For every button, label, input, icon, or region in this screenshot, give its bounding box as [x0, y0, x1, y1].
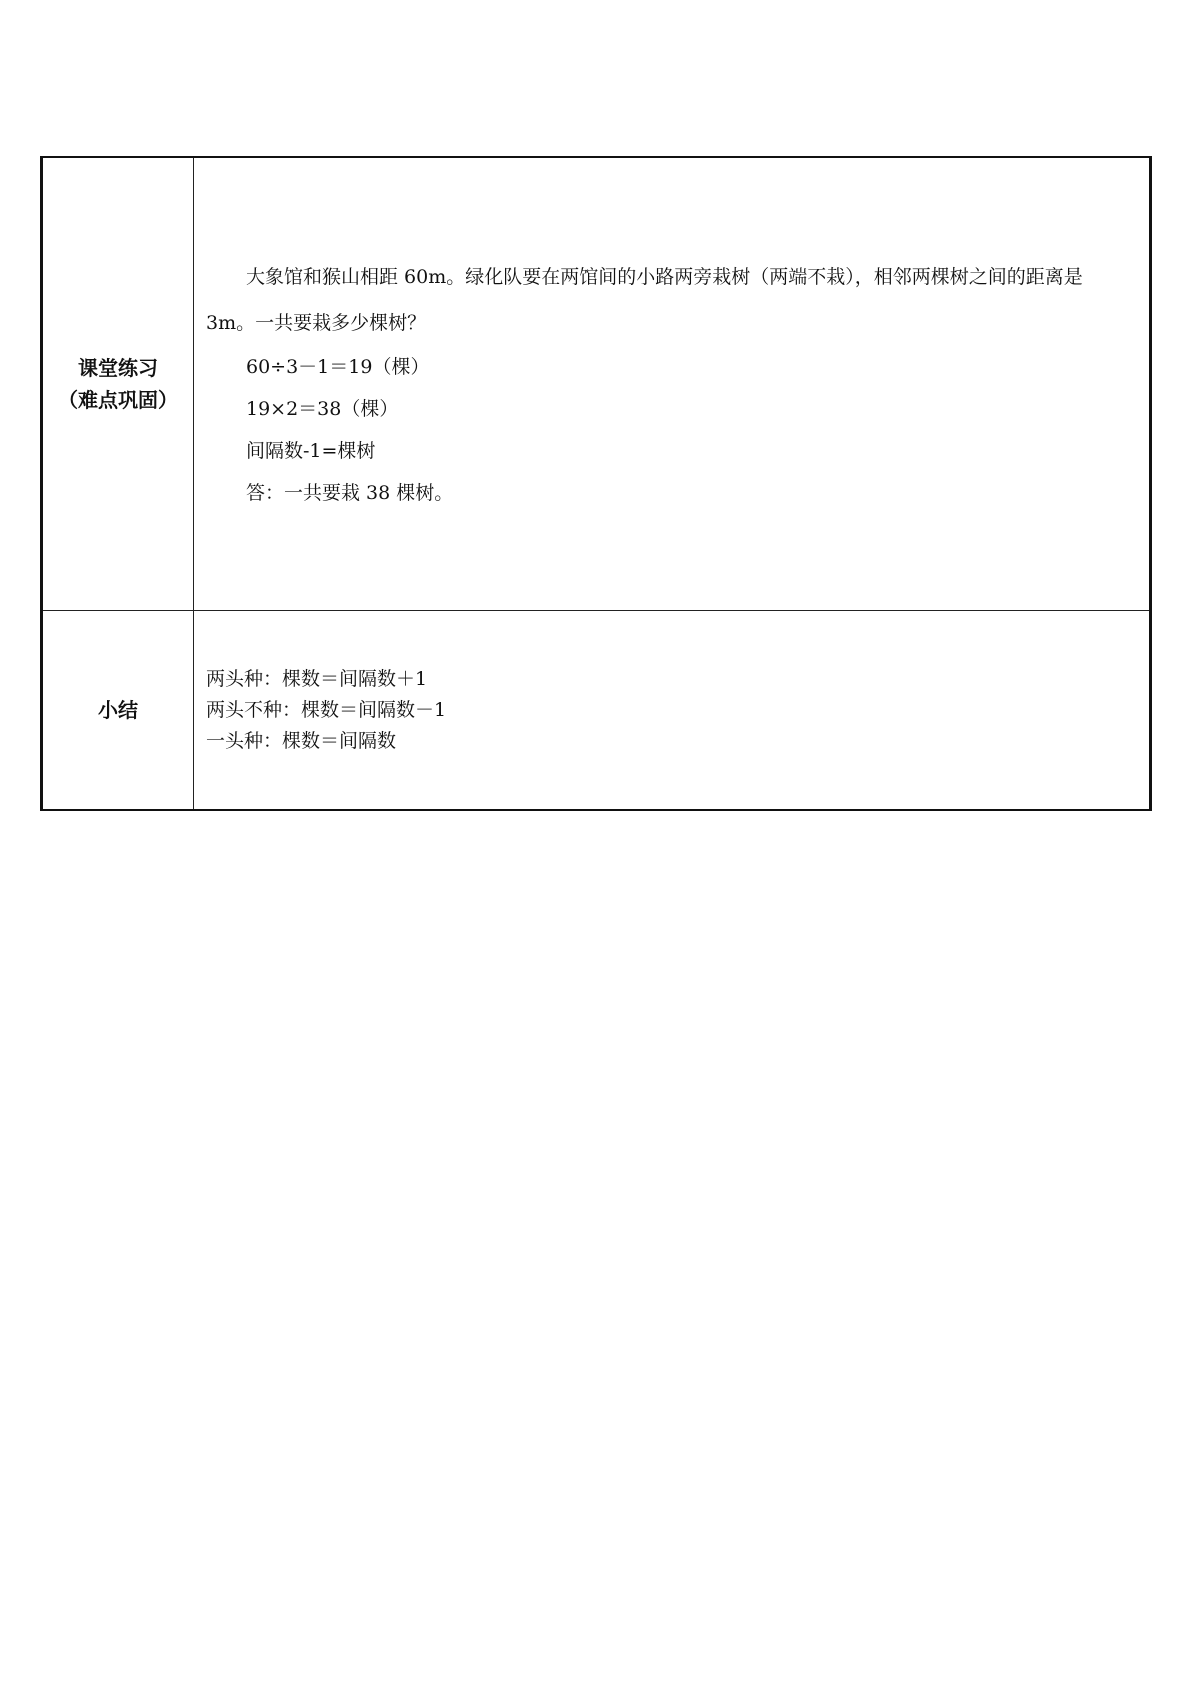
- solution-step-1: 60÷3－1＝19（棵）: [246, 356, 430, 378]
- summary-content: [194, 664, 1149, 757]
- summary-label: 小结: [98, 698, 138, 722]
- practice-content-cell: [194, 157, 1151, 611]
- practice-label-cell: [42, 157, 194, 611]
- solution-step-2: 19×2＝38（棵）: [246, 398, 399, 420]
- summary-rule-one-end: 一头种：棵数＝间隔数: [206, 729, 397, 752]
- problem-statement: 大象馆和猴山相距 60m。绿化队要在两馆间的小路两旁栽树（两端不栽），相邻两棵树之间的距离是 3m。一共要栽多少棵树？: [206, 266, 1083, 334]
- summary-label-cell: [42, 611, 194, 811]
- practice-label-subtitle: （难点巩固）: [58, 388, 178, 412]
- answer-line: 答：一共要栽 38 棵树。: [246, 482, 454, 504]
- summary-rule-both-ends: 两头种：棵数＝间隔数＋1: [206, 667, 428, 690]
- summary-content-cell: [194, 611, 1151, 811]
- practice-label-title: 课堂练习: [78, 356, 158, 380]
- summary-row: [42, 611, 1151, 811]
- summary-rule-neither-end: 两头不种：棵数＝间隔数－1: [206, 698, 447, 721]
- solution-step-3: 间隔数-1=棵树: [246, 440, 376, 462]
- lesson-plan-table: [40, 156, 1152, 811]
- practice-row: [42, 157, 1151, 611]
- practice-content: [194, 254, 1149, 514]
